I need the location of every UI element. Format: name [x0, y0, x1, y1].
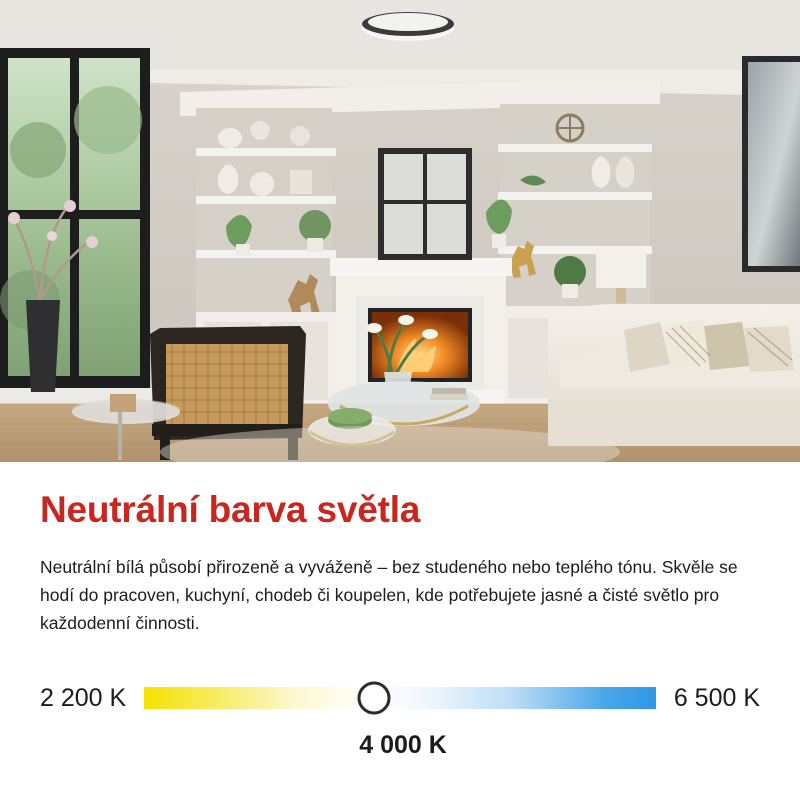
description-line-2: Skvěle se hodí do pracoven, kuchyní, chodeb či koupelen, kde potřebujete jasné — [40, 556, 738, 606]
scale-max-label: 6 500 K — [673, 683, 760, 712]
page-title: Neutrální barva světla — [40, 489, 421, 530]
scale-min-label: 2 200 K — [40, 683, 127, 712]
scale-current-wrap — [40, 713, 760, 760]
color-temperature-scale — [40, 684, 760, 713]
scale-marker[interactable] — [358, 682, 391, 715]
scale-current-value: 4 000 K — [359, 730, 447, 759]
gradient-bar — [144, 687, 656, 709]
gradient-track — [144, 685, 656, 711]
text-content — [0, 462, 800, 800]
description-line-3: a čisté světlo pro každodenní činnosti. — [40, 585, 720, 634]
description-paragraph — [40, 553, 760, 638]
description-line-1: Neutrální bílá působí přirozeně a vyváženě – bez studeného nebo teplého tónu. — [40, 556, 657, 577]
